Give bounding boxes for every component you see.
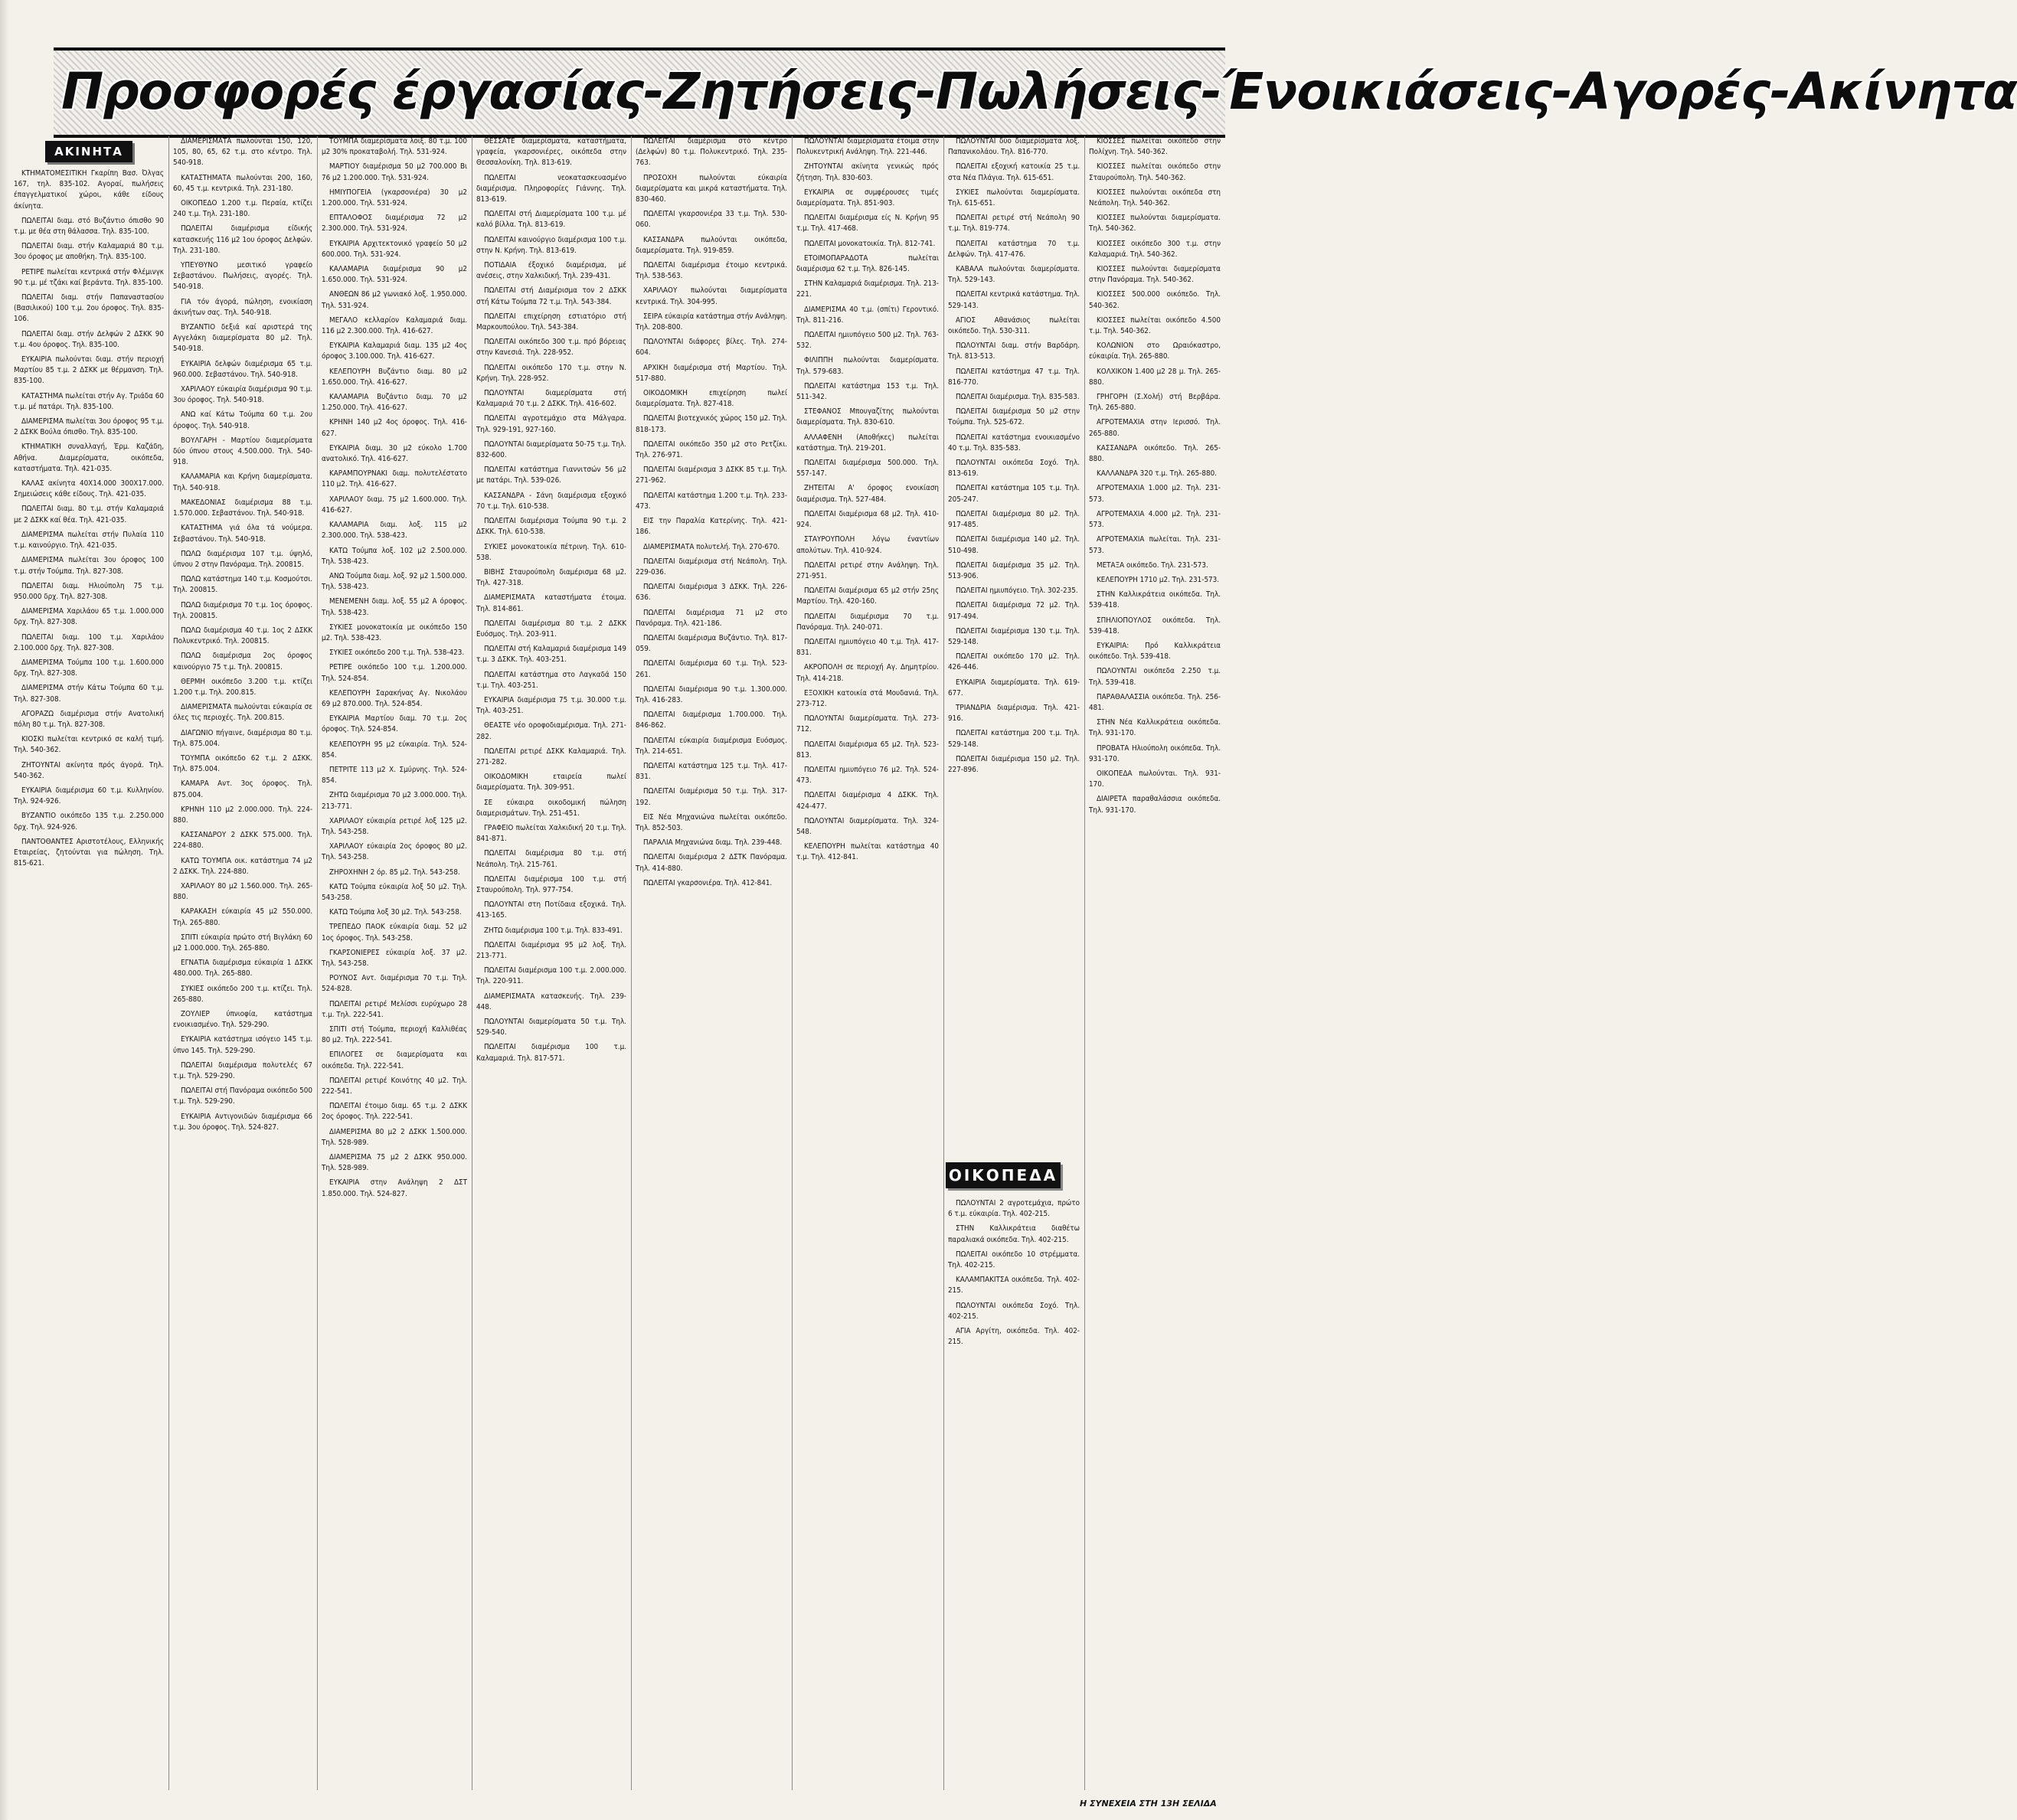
classified-ad: ΚΑΒΑΛΑ πωλούνται διαμερίσματα. Τηλ. 529-143. [948, 265, 1080, 285]
classified-ad: ΠΩΛΕΙΤΑΙ κατάστημα ενοικιασμένο 40 τ.μ. Τηλ. 835-583. [948, 433, 1080, 453]
classified-ad: ΠΩΛΕΙΤΑΙ οικόπεδο 10 στρέμματα. Τηλ. 402-215. [948, 1250, 1080, 1270]
classified-ad: ΠΩΛΕΙΤΑΙ διαμέρισμα 130 τ.μ. Τηλ. 529-148. [948, 626, 1080, 646]
column-divider [943, 136, 944, 1790]
classified-ad: ΠΩΛΕΙΤΑΙ διαμέρισμα 35 μ2. Τηλ. 513-906. [948, 560, 1080, 580]
classified-ad: ΠΑΝΤΟΘΑΝΤΕΣ Αριστοτέλους, Ελληνικής Εταιρείας, ζητούνται για πώληση. Τηλ. 815-621. [14, 837, 164, 868]
column-5 [636, 136, 787, 893]
classified-ad: ΠΩΛΟΥΝΤΑΙ διάφορες βίλες. Τηλ. 274-604. [636, 338, 787, 358]
classified-ad: ΓΙΑ τόν άγορά, πώληση, ενοικίαση άκινήτων σας. Τηλ. 540-918. [173, 297, 312, 317]
classified-ad: ΕΠΙΛΟΓΕΣ σε διαμερίσματα και οικόπεδα. Τηλ. 222-541. [322, 1051, 467, 1070]
classified-ad: ΑΓΡΟΤΕΜΑΧΙΑ στην Ιερισσό. Τηλ. 265-880. [1089, 418, 1221, 438]
classified-ad: ΖΗΤΟΥΝΤΑΙ ακίνητα πρός άγορά. Τηλ. 540-362. [14, 760, 164, 780]
classified-ad: ΠΩΛΕΙΤΑΙ διαμέρισμα στό κέντρο (Δελφών) 80 τ.μ. Πολυκεντρικό. Τηλ. 235-763. [636, 137, 787, 168]
classified-ad: ΠΩΛΕΙΤΑΙ κατάστημα 125 τ.μ. Τηλ. 417-831. [636, 761, 787, 782]
classified-ad: ΠΩΛΕΙΤΑΙ διαμ. στήν Καλαμαριά 80 τ.μ. 3ου όροφος με αποθήκη. Τηλ. 835-100. [14, 242, 164, 262]
classified-ad: ΠΩΛΕΙΤΑΙ διαμέρισμα 70 τ.μ. Πανόραμα. Τηλ. 240-071. [796, 612, 939, 632]
classified-ad: ΖΗΤΩ διαμέρισμα 70 μ2 3.000.000. Τηλ. 213-771. [322, 791, 467, 811]
classified-ad: ΕΥΚΑΙΡΙΑ διαμέρισμα 60 τ.μ. Κυλληνίου. Τηλ. 924-926. [14, 786, 164, 806]
classified-ad: ΠΩΛΕΙΤΑΙ διαμέρισμα 500.000. Τηλ. 557-147. [796, 459, 939, 479]
classified-ad: ΕΥΚΑΙΡΙΑ διαμ. 30 μ2 εύκολο 1.700 ανατολικό. Τηλ. 416-627. [322, 443, 467, 464]
classified-ad: ΠΩΛΕΙΤΑΙ διαμέρισμα 3 ΔΣΚΚ. Τηλ. 226-636. [636, 583, 787, 603]
classified-ad: ΠΩΛΕΙΤΑΙ στή Πανόραμα οικόπεδο 500 τ.μ. Τηλ. 529-290. [173, 1086, 312, 1106]
classified-ad: ΠΩΛΕΙΤΑΙ διαμέρισμα 140 μ2. Τηλ. 510-498. [948, 535, 1080, 555]
classified-ad: ΚΑΤΑΣΤΗΜΑ γιά όλα τά νούμερα. Σεβαστάνου. Τηλ. 540-918. [173, 524, 312, 544]
classified-ad: ΕΥΚΑΙΡΙΑ στην Ανάληψη 2 ΔΣΤ 1.850.000. Τηλ. 524-827. [322, 1178, 467, 1198]
classified-ad: ΚΟΛΩΝΙΟΝ στο Ωραιόκαστρο, εύκαιρία. Τηλ. 265-880. [1089, 341, 1221, 361]
classified-ad: ΗΜΙΥΠΟΓΕΙΑ (γκαρσονιέρα) 30 μ2 1.200.000. Τηλ. 531-924. [322, 188, 467, 208]
classified-ad: ΠΟΤΙΔΑΙΑ έξοχικό διαμέρισμα, μέ ανέσεις, στην Χαλκιδική. Τηλ. 239-431. [476, 261, 626, 281]
classified-ad: ΜΕΝΕΜΕΝΗ διαμ. λοξ. 55 μ2 Α όροφος. Τηλ. 538-423. [322, 597, 467, 617]
classified-ad: ΠΩΛΕΙΤΑΙ κεντρικά κατάστημα. Τηλ. 529-143. [948, 290, 1080, 310]
classified-ad: ΠΩΛΕΙΤΑΙ κατάστημα Γιαννιτσών 56 μ2 με πατάρι. Τηλ. 539-026. [476, 466, 626, 485]
classified-ad: ΠΩΛΕΙΤΑΙ διαμ. στό Βυζάντιο όπισθο 90 τ.μ. με θέα στη θάλασσα. Τηλ. 835-100. [14, 216, 164, 237]
classified-ad: ΕΥΚΑΙΡΙΑ πωλούνται διαμ. στήν περιοχή Μαρτίου 85 τ.μ. 2 ΔΣΚΚ με θέρμανση. Τηλ. 835-100. [14, 355, 164, 386]
classified-ad: ΔΙΑΜΕΡΙΣΜΑ στήν Κάτω Τούμπα 60 τ.μ. Τηλ. 827-308. [14, 684, 164, 704]
classified-ad: ΠΩΛΕΙΤΑΙ μονοκατοικία. Τηλ. 812-741. [804, 239, 936, 248]
classified-ad: ΠΩΛΕΙΤΑΙ στή Διαμερίσματα 100 τ.μ. μέ καλό βίλλα. Τηλ. 813-619. [476, 210, 626, 230]
classified-ad: ΧΑΡΙΛΑΟΥ εύκαιρία 2ος όροφος 80 μ2. Τηλ. 543-258. [322, 842, 467, 862]
classified-ad: ΠΩΛΕΙΤΑΙ ρετιρέ Κοινότης 40 μ2. Τηλ. 222-541. [322, 1076, 467, 1096]
classified-ad: ΠΩΛΕΙΤΑΙ οικόπεδο 170 τ.μ. στην Ν. Κρήνη. Τηλ. 228-952. [476, 363, 626, 383]
classified-ad: ΚΙΟΣΣΕΣ πωλούνται οικόπεδα στη Νεάπολη. Τηλ. 540-362. [1089, 188, 1221, 208]
classified-ad: ΠΩΛΕΙΤΑΙ βιοτεχνικός χώρος 150 μ2. Τηλ. 818-173. [636, 414, 787, 434]
classified-ad: ΕΠΤΑΛΟΦΟΣ διαμέρισμα 72 μ2 2.300.000. Τηλ. 531-924. [322, 214, 467, 234]
classified-ad: ΠΩΛΟΥΝΤΑΙ διαμερίσματα. Τηλ. 324-548. [796, 816, 939, 836]
classified-ad: ΠΩΛΟΥΝΤΑΙ δύο διαμερίσματα λοξ. Παπανικολάου. Τηλ. 816-770. [948, 137, 1080, 157]
classified-ad: ΠΩΛΩ διαμέρισμα 70 τ.μ. 1ος όροφος. Τηλ. 200815. [173, 600, 312, 620]
classified-ad: ΕΓΝΑΤΙΑ διαμέρισμα εύκαιρία 1 ΔΣΚΚ 480.000. Τηλ. 265-880. [173, 959, 312, 979]
classified-ad: ΑΓΟΡΑΖΩ διαμέρισμα στήν Ανατολική πόλη 80 τ.μ. Τηλ. 827-308. [14, 709, 164, 729]
classified-ad: ΠΩΛΕΙΤΑΙ αγροτεμάχιο στα Μάλγαρα. Τηλ. 929-191, 927-160. [476, 414, 626, 434]
classified-ad: ΕΥΚΑΙΡΙΑ Μαρτίου διαμ. 70 τ.μ. 2ος όροφος. Τηλ. 524-854. [322, 714, 467, 734]
classified-ad: ΣΤΗΝ Καλλικράτεια οικόπεδα. Τηλ. 539-418. [1089, 590, 1221, 610]
classified-ad: ΔΙΑΙΡΕΤΑ παραθαλάσσια οικόπεδα. Τηλ. 931-170. [1089, 795, 1221, 815]
classified-ad: ΠΩΛΕΙΤΑΙ διαμέρισμα Βυζάντιο. Τηλ. 817-059. [636, 633, 787, 654]
classified-ad: ΚΑΣΣΑΝΔΡΑ - Σάνη διαμέρισμα εξοχικό 70 τ.μ. Τηλ. 610-538. [476, 491, 626, 511]
classified-ad: ΚΙΟΣΚΙ πωλείται κεντρικό σε καλή τιμή. Τηλ. 540-362. [14, 735, 164, 755]
classified-ad: ΠΩΛΕΙΤΑΙ οικόπεδο 300 τ.μ. πρό βόρειας στην Κανεσιά. Τηλ. 228-952. [476, 338, 626, 358]
classified-ad: ΠΩΛΕΙΤΑΙ κατάστημα 1.200 τ.μ. Τηλ. 233-473. [636, 491, 787, 511]
classified-ad: ΜΑΚΕΔΟΝΙΑΣ διαμέρισμα 88 τ.μ. 1.570.000. Σεβαστάνου. Τηλ. 540-918. [173, 498, 312, 518]
classified-ad: ΡΕΤΙΡΕ οικόπεδο 100 τ.μ. 1.200.000. Τηλ. 524-854. [322, 663, 467, 683]
classified-ad: ΔΙΑΜΕΡΙΣΜΑΤΑ πωλούνται 150, 120, 105, 80, 65, 62 τ.μ. στο κέντρο. Τηλ. 540-918. [173, 137, 312, 168]
classified-ad: ΠΩΛΕΙΤΑΙ διαμέρισμα 100 τ.μ. Καλαμαριά. Τηλ. 817-571. [476, 1043, 626, 1063]
classified-ad: ΖΗΤΟΥΝΤΑΙ ακίνητα γενικώς πρός ζήτηση. Τηλ. 830-603. [796, 162, 939, 182]
classified-ad: ΡΕΤΙΡΕ πωλείται κεντρικά στήν Φλέμινγκ 90 τ.μ. μέ τζάκι καί βεράντα. Τηλ. 835-100. [14, 267, 164, 287]
classified-ad: ΠΩΛΕΙΤΑΙ διαμέρισμα 72 μ2. Τηλ. 917-494. [948, 601, 1080, 621]
classified-ad: ΚΙΟΣΣΕΣ πωλούνται διαμερίσματα στην Πανόραμα. Τηλ. 540-362. [1089, 265, 1221, 285]
classified-ad: ΠΩΛΟΥΝΤΑΙ στη Ποτίδαια εξοχικά. Τηλ. 413-165. [476, 900, 626, 920]
classified-ad: ΔΙΑΜΕΡΙΣΜΑ πωλείται 3ου όροφος 100 τ.μ. στήν Τούμπα. Τηλ. 827-308. [14, 556, 164, 576]
classified-ad: ΠΩΛΕΙΤΑΙ διαμέρισμα 100 τ.μ. στή Σταυρούπολη. Τηλ. 977-754. [476, 874, 626, 894]
classified-ad: ΤΟΥΜΠΑ διαμερίσματα λοιξ. 80 τ.μ. 100 μ2 30% προκαταβολή. Τηλ. 531-924. [322, 137, 467, 157]
classified-ad: ΠΡΟΣΟΧΗ πωλούνται εύκαιρία διαμερίσματα και μικρά καταστήματα. Τηλ. 830-460. [636, 173, 787, 204]
classified-ad: ΟΙΚΟΠΕΔΟ 1.200 τ.μ. Περαία, κτίζει 240 τ.μ. Τηλ. 231-180. [173, 199, 312, 219]
classified-ad: ΠΩΛΕΙΤΑΙ επιχείρηση εστιατόριο στή Μαρκουπούλου. Τηλ. 543-384. [476, 312, 626, 332]
classified-ad: ΠΩΛΕΙΤΑΙ διαμέρισμα 4 ΔΣΚΚ. Τηλ. 424-477. [796, 791, 939, 811]
classified-ad: ΚΑΛΑΜΑΡΙΑ Βυζάντιο διαμ. 70 μ2 1.250.000. Τηλ. 416-627. [322, 393, 467, 413]
classified-ad: ΠΩΛΕΙΤΑΙ ημιυπόγειο 76 μ2. Τηλ. 524-473. [796, 765, 939, 786]
ads-list [796, 136, 939, 864]
column-divider [1084, 136, 1085, 1790]
classified-ad: ΣΠΙΤΙ εύκαιρία πρώτο στή Βιγλάκη 60 μ2 1.000.000. Τηλ. 265-880. [173, 933, 312, 952]
classified-ad: ΣΤΑΥΡΟΥΠΟΛΗ λόγω έναντίων απολύτων. Τηλ. 410-924. [796, 535, 939, 555]
classified-ad: ΠΩΛΕΙΤΑΙ διαμέρισμα 150 μ2. Τηλ. 227-896. [948, 754, 1080, 774]
classified-ad: ΚΕΛΕΠΟΥΡΗ Σαρακήνας Αγ. Νικολάου 69 μ2 870.000. Τηλ. 524-854. [322, 688, 467, 708]
ads-list [14, 168, 164, 869]
classified-ad: ΧΑΡΙΛΑΟΥ εύκαιρία ρετιρέ λοξ 125 μ2. Τηλ. 543-258. [322, 816, 467, 836]
classified-ad: ΚΕΛΕΠΟΥΡΗ 95 μ2 εύκαιρία. Τηλ. 524-854. [322, 740, 467, 760]
classified-ad: ΠΩΛΟΥΝΤΑΙ διαμερίσματα 50 τ.μ. Τηλ. 529-540. [476, 1018, 626, 1037]
classified-ad: ΕΥΚΑΙΡΙΑ διαμερίσματα. Τηλ. 619-677. [948, 678, 1080, 698]
classified-ad: ΠΩΛΕΙΤΑΙ διαμέρισμα 90 τ.μ. 1.300.000. Τηλ. 416-283. [636, 685, 787, 704]
classified-ad: ΓΡΑΦΕΙΟ πωλείται Χαλκιδική 20 τ.μ. Τηλ. 841-871. [476, 823, 626, 844]
classified-ad: ΕΥΚΑΙΡΙΑ κατάστημα ισόγειο 145 τ.μ. ύπνο 145. Τηλ. 529-290. [173, 1035, 312, 1055]
classified-ad: ΖΗΤΕΙΤΑΙ Α' όροφος ενοικίαση διαμέρισμα. Τηλ. 527-484. [796, 484, 939, 504]
classified-ad: ΚΑΛΑΜΠΑΚΙΤΣΑ οικόπεδα. Τηλ. 402-215. [948, 1276, 1080, 1296]
classified-ad: ΔΙΑΜΕΡΙΣΜΑ Τούμπα 100 τ.μ. 1.600.000 δρχ. Τηλ. 827-308. [14, 658, 164, 678]
classified-ad: ΣΤΕΦΑΝΟΣ Μπουγαζίτης πωλούνται διαμερίσματα. Τηλ. 830-610. [796, 407, 939, 427]
classified-ad: ΚΙΟΣΣΕΣ πωλείται οικόπεδο στην Πολίχνη. Τηλ. 540-362. [1089, 137, 1221, 157]
classified-ad: ΠΩΛΕΙΤΑΙ οικόπεδο 170 μ2. Τηλ. 426-446. [948, 652, 1080, 672]
classified-ad: ΠΩΛΩ διαμέρισμα 40 τ.μ. 1ος 2 ΔΣΚΚ Πολυκεντρικό. Τηλ. 200815. [173, 626, 312, 646]
classified-ad: ΠΩΛΕΙΤΑΙ ημιυπόγειο. Τηλ. 302-235. [956, 587, 1078, 596]
classified-ad: ΠΩΛΕΙΤΑΙ διαμέρισμα 60 τ.μ. Τηλ. 523-261. [636, 659, 787, 679]
classified-ad: ΚΑΛΑΜΑΡΙΑ διαμέρισμα 90 μ2 1.650.000. Τηλ. 531-924. [322, 265, 467, 285]
classified-ad: ΠΩΛΕΙΤΑΙ διαμέρισμα 68 μ2. Τηλ. 410-924. [796, 509, 939, 530]
classified-ad: ΓΚΑΡΣΟΝΙΕΡΕΣ εύκαιρία λοξ. 37 μ2. Τηλ. 543-258. [322, 948, 467, 968]
classified-ad: ΠΩΛΕΙΤΑΙ διαμ. στήν Παπαναστασίου (Βασιλικού) 100 τ.μ. 2ου όροφος. Τηλ. 835-106. [14, 293, 164, 324]
classified-ad: ΠΡΟΒΑΤΑ Ηλιούπολη οικόπεδα. Τηλ. 931-170. [1089, 743, 1221, 763]
classified-ad: ΠΕΤΡΙΤΕ 113 μ2 Χ. Σμύρνης. Τηλ. 524-854. [322, 765, 467, 786]
classified-ad: ΚΑΤΩ Τούμπα εύκαιρία λοξ 50 μ2. Τηλ. 543-258. [322, 882, 467, 902]
classified-ad: ΣΕ εύκαιρα οικοδομική πώληση διαμερισμάτων. Τηλ. 251-451. [476, 798, 626, 818]
classified-ad: ΚΑΜΑΡΑ Αντ. 3ος όροφος. Τηλ. 875.004. [173, 779, 312, 799]
classified-ad: ΔΙΑΜΕΡΙΣΜΑ 40 τ.μ. (σπίτι) Γεροντικό. Τηλ. 811-216. [796, 305, 939, 325]
classified-ad: ΠΩΛΕΙΤΑΙ κατάστημα 153 τ.μ. Τηλ. 511-342. [796, 381, 939, 402]
classified-ad: ΕΞΟΧΙΚΗ κατοικία στά Μουδανιά. Τηλ. 273-712. [796, 688, 939, 708]
column-1 [14, 136, 164, 873]
classified-ad: ΕΥΚΑΙΡΙΑ Αντιγονιδών διαμέρισμα 66 τ.μ. 3ου όροφος. Τηλ. 524-827. [173, 1112, 312, 1132]
classified-ad: ΣΤΗΝ Καλαμαριά διαμέρισμα. Τηλ. 213-221. [796, 279, 939, 299]
ads-list [322, 136, 467, 1200]
classified-ad: ΚΑΣΣΑΝΔΡΟΥ 2 ΔΣΚΚ 575.000. Τηλ. 224-880. [173, 831, 312, 851]
classified-ad: ΠΑΡΑΘΑΛΑΣΣΙΑ οικόπεδα. Τηλ. 256-481. [1089, 692, 1221, 712]
classified-ad: ΣΥΚΙΕΣ οικόπεδο 200 τ.μ. κτίζει. Τηλ. 265-880. [173, 984, 312, 1004]
classified-ad: ΕΙΣ Νέα Μηχανιώνα πωλείται οικόπεδο. Τηλ. 852-503. [636, 812, 787, 832]
classified-ad: ΒΙΒΗΣ Σταυρούπολη διαμέρισμα 68 μ2. Τηλ. 427-318. [476, 567, 626, 588]
classified-ad: ΜΑΡΤΙΟΥ διαμέρισμα 50 μ2 700.000 Βι 76 μ2 1.200.000. Τηλ. 531-924. [322, 162, 467, 182]
classified-ad: ΠΩΛΕΙΤΑΙ διαμ. 100 τ.μ. Χαριλάου 2.100.000 δρχ. Τηλ. 827-308. [14, 632, 164, 652]
classified-ad: ΚΑΛΑΜΑΡΙΑ και Κρήνη διαμερίσματα. Τηλ. 540-918. [173, 472, 312, 492]
classified-ad: ΤΡΙΑΝΔΡΙΑ διαμέρισμα. Τηλ. 421-916. [948, 703, 1080, 724]
classified-ad: ΠΩΛΕΙΤΑΙ εύκαιρία διαμέρισμα Ευόσμος. Τηλ. 214-651. [636, 736, 787, 756]
classified-ad: ΠΩΛΕΙΤΑΙ κατάστημα στο Λαγκαδά 150 τ.μ. Τηλ. 403-251. [476, 670, 626, 690]
classified-ad: ΘΕΣΣΑΤΕ διαμερίσματα, καταστήματα, γραφεία, γκαρσονιέρες, οικόπεδα στην Θεσσαλονίκη. Τηλ. 813-619. [476, 137, 626, 168]
ads-list [173, 136, 312, 1133]
classified-ad: ΑΓΙΟΣ Αθανάσιος πωλείται οικόπεδο. Τηλ. 530-311. [948, 315, 1080, 336]
section-header-akinita: ΑΚΙΝΗΤΑ [45, 141, 132, 162]
classified-ad: ΠΩΛΕΙΤΑΙ ρετιρέ ΔΣΚΚ Καλαμαριά. Τηλ. 271-282. [476, 747, 626, 766]
classified-ad: ΠΩΛΕΙΤΑΙ διαμέρισμα 80 τ.μ. 2 ΔΣΚΚ Ευόσμος. Τηλ. 203-911. [476, 619, 626, 639]
classified-ad: ΠΩΛΕΙΤΑΙ διαμέρισμα είς Ν. Κρήνη 95 τ.μ. Τηλ. 417-468. [796, 214, 939, 234]
classified-ad: ΠΩΛΟΥΝΤΑΙ οικόπεδα 2.250 τ.μ. Τηλ. 539-418. [1089, 667, 1221, 687]
classified-ad: ΦΙΛΙΠΠΗ πωλούνται διαμερίσματα. Τηλ. 579-683. [796, 356, 939, 376]
classified-ad: ΠΩΛΕΙΤΑΙ έτοιμο διαμ. 65 τ.μ. 2 ΔΣΚΚ 2ος όροφος. Τηλ. 222-541. [322, 1102, 467, 1122]
classified-ad: ΔΙΑΜΕΡΙΣΜΑΤΑ πωλούνται εύκαιρία σε όλες τις περιοχές. Τηλ. 200.815. [173, 703, 312, 723]
classified-ad: ΚΡΗΝΗ 110 μ2 2.000.000. Τηλ. 224-880. [173, 805, 312, 825]
classified-ad: ΑΝΘΕΩΝ 86 μ2 γωνιακό λοξ. 1.950.000. Τηλ. 531-924. [322, 290, 467, 310]
classified-ad: ΚΕΛΕΠΟΥΡΗ Βυζάντιο διαμ. 80 μ2 1.650.000. Τηλ. 416-627. [322, 367, 467, 387]
classified-ad: ΤΡΕΠΕΔΟ ΠΑΟΚ εύκαιρία διαμ. 52 μ2 1ος όροφος. Τηλ. 543-258. [322, 923, 467, 943]
classified-ad: ΟΙΚΟΠΕΔΑ πωλούνται. Τηλ. 931-170. [1089, 769, 1221, 789]
classifieds-banner [54, 47, 2017, 138]
classified-ad: ΧΑΡΙΛΑΟΥ εύκαιρία διαμέρισμα 90 τ.μ. 3ου όροφος. Τηλ. 540-918. [173, 385, 312, 405]
classified-ad: ΑΝΩ καί Κάτω Τούμπα 60 τ.μ. 2ου όροφος. Τηλ. 540-918. [173, 410, 312, 430]
classified-ad: ΕΥΚΑΙΡΙΑ διαμέρισμα 75 τ.μ. 30.000 τ.μ. Τηλ. 403-251. [476, 695, 626, 716]
classified-ad: ΣΥΚΙΕΣ οικόπεδο 200 τ.μ. Τηλ. 538-423. [329, 649, 465, 658]
classified-ad: ΖΗΤΩ διαμέρισμα 100 τ.μ. Τηλ. 833-491. [484, 926, 623, 935]
classified-ad: ΚΙΟΣΣΕΣ πωλούνται διαμερίσματα. Τηλ. 540-362. [1089, 214, 1221, 234]
classified-ad: ΑΚΡΟΠΟΛΗ σε περιοχή Αγ. Δημητρίου. Τηλ. 414-218. [796, 663, 939, 683]
classified-ad: ΣΕΙΡΑ εύκαιρία κατάστημα στήν Ανάληψη. Τηλ. 208-800. [636, 312, 787, 332]
classified-ad: ΠΩΛΟΥΝΤΑΙ διαμερίσματα στή Καλαμαριά 70 τ.μ. 2 ΔΣΚΚ. Τηλ. 416-602. [476, 389, 626, 409]
classified-ad: ΠΩΛΕΙΤΑΙ ρετιρέ στή Νεάπολη 90 τ.μ. Τηλ. 819-774. [948, 214, 1080, 234]
classified-ad: ΚΑΛΛΑΝΔΡΑ 320 τ.μ. Τηλ. 265-880. [1097, 469, 1217, 479]
classified-ad: ΖΗΡΟΧΗΝΗ 2 όρ. 85 μ2. Τηλ. 543-258. [329, 868, 460, 877]
ads-list [476, 136, 626, 1064]
ads-list [1089, 136, 1221, 816]
classified-ad: ΟΙΚΟΔΟΜΙΚΗ επιχείρηση πωλεί διαμερίσματα. Τηλ. 827-418. [636, 389, 787, 409]
classified-ad: ΒΟΥΛΓΑΡΗ - Μαρτίου διαμερίσματα δύο ύπνου στους 4.500.000. Τηλ. 540-918. [173, 436, 312, 467]
column-3 [322, 136, 467, 1204]
classified-ad: ΠΩΛΕΙΤΑΙ ρετιρέ Μελίσσι ευρύχωρο 28 τ.μ. Τηλ. 222-541. [322, 999, 467, 1019]
classified-ad: ΚΑΤΑΣΤΗΜΑ πωλείται στήν Αγ. Τριάδα 60 τ.μ. μέ πατάρι. Τηλ. 835-100. [14, 391, 164, 411]
classified-ad: ΕΤΟΙΜΟΠΑΡΑΔΟΤΑ πωλείται διαμέρισμα 62 τ.μ. Τηλ. 826-145. [796, 253, 939, 274]
classified-ad: ΠΩΛΕΙΤΑΙ διαμ. Ηλιούπολη 75 τ.μ. 950.000 δρχ. Τηλ. 827-308. [14, 581, 164, 601]
classified-ad: ΠΩΛΕΙΤΑΙ διαμέρισμα πολυτελές 67 τ.μ. Τηλ. 529-290. [173, 1060, 312, 1081]
classified-ad: ΠΩΛΕΙΤΑΙ κατάστημα 200 τ.μ. Τηλ. 529-148. [948, 729, 1080, 749]
classified-ad: ΚΕΛΕΠΟΥΡΗ 1710 μ2. Τηλ. 231-573. [1097, 575, 1220, 584]
classified-ad: ΠΩΛΟΥΝΤΑΙ 2 αγροτεμάχια, πρώτο 6 τ.μ. εύκαιρία. Τηλ. 402-215. [948, 1199, 1080, 1219]
classified-ad: ΚΑΤΩ Τούμπα λοξ 30 μ2. Τηλ. 543-258. [329, 908, 462, 917]
classified-ad: ΚΙΟΣΣΕΣ οικόπεδο 300 τ.μ. στην Καλαμαριά. Τηλ. 540-362. [1089, 239, 1221, 259]
classified-ad: ΖΟΥΛΙΕΡ ύπνιοφία, κατάστημα ενοικιασμένο. Τηλ. 529-290. [173, 1010, 312, 1030]
classified-ad: ΠΩΛΕΙΤΑΙ στή Καλαμαριά διαμέρισμα 149 τ.μ. 3 ΔΣΚΚ. Τηλ. 403-251. [476, 645, 626, 665]
section-header-oikopeda: ΟΙΚΟΠΕΔΑ [946, 1162, 1061, 1188]
classified-ad: ΤΟΥΜΠΑ οικόπεδο 62 τ.μ. 2 ΔΣΚΚ. Τηλ. 875.004. [173, 753, 312, 774]
classified-ad: ΠΩΛΟΥΝΤΑΙ διαμερίσματα έτοιμα στην Πολυκεντρική Ανάληψη. Τηλ. 221-446. [796, 137, 939, 157]
classified-ad: ΠΑΡΑΛΙΑ Μηχανιώνα διαμ. Τηλ. 239-448. [643, 838, 783, 848]
classified-ad: ΚΑΤΩ Τούμπα λοξ. 102 μ2 2.500.000. Τηλ. 538-423. [322, 546, 467, 566]
classified-ad: ΔΙΑΓΩΝΙΟ πήγαινε, διαμέρισμα 80 τ.μ. Τηλ. 875.004. [173, 728, 312, 748]
classified-ad: ΠΩΛΕΙΤΑΙ διαμέρισμα 100 τ.μ. 2.000.000. Τηλ. 220-911. [476, 966, 626, 986]
classified-ad: ΠΩΛΕΙΤΑΙ κατάστημα 70 τ.μ. Δελφών. Τηλ. 417-476. [948, 239, 1080, 259]
classified-ad: ΑΛΛΑΦΕΝΗ (Αποθήκες) πωλείται κατάστημα. Τηλ. 219-201. [796, 433, 939, 453]
classified-ad: ΑΝΩ Τούμπα διαμ. λοξ. 92 μ2 1.500.000. Τηλ. 538-423. [322, 571, 467, 592]
column-7 [948, 136, 1080, 1155]
classified-ad: ΠΩΛΕΙΤΑΙ εξοχική κατοικία 25 τ.μ. στα Νέα Πλάγια. Τηλ. 615-651. [948, 162, 1080, 182]
classified-ad: ΠΩΛΕΙΤΑΙ κατάστημα 105 τ.μ. Τηλ. 205-247. [948, 484, 1080, 504]
classified-ad: ΠΩΛΕΙΤΑΙ οικόπεδο 350 μ2 στο Ρετζίκι. Τηλ. 276-971. [636, 439, 787, 460]
classified-ad: ΠΩΛΕΙΤΑΙ διαμέρισμα 95 μ2 λοξ. Τηλ. 213-771. [476, 940, 626, 960]
classified-ad: ΔΙΑΜΕΡΙΣΜΑΤΑ καταστήματα έτοιμα. Τηλ. 814-861. [476, 593, 626, 613]
classified-ad: ΡΟΥΝΟΣ Αντ. διαμέρισμα 70 τ.μ. Τηλ. 524-828. [322, 974, 467, 994]
classified-ad: ΠΩΛΩ διαμέρισμα 107 τ.μ. ύψηλό, ύπνου 2 στην Πανόραμα. Τηλ. 200815. [173, 549, 312, 569]
classified-ad: ΑΓΡΟΤΕΜΑΧΙΑ πωλείται. Τηλ. 231-573. [1089, 535, 1221, 555]
classified-ad: ΠΩΛΕΙΤΑΙ ρετιρέ στην Ανάληψη. Τηλ. 271-951. [796, 560, 939, 580]
classified-ad: ΠΩΛΕΙΤΑΙ διαμέρισμα 65 μ2 στήν 25ης Μαρτίου. Τηλ. 420-160. [796, 587, 939, 606]
classified-ad: ΔΙΑΜΕΡΙΣΜΑΤΑ πολυτελή. Τηλ. 270-670. [643, 542, 780, 551]
ads-list [636, 136, 787, 889]
classified-ad: ΕΥΚΑΙΡΙΑ σε συμφέρουσες τιμές διαμερίσματα. Τηλ. 851-903. [796, 188, 939, 208]
classified-ad: ΚΑΡΑΜΠΟΥΡΝΑΚΙ διαμ. πολυτελέστατο 110 μ2. Τηλ. 416-627. [322, 469, 467, 489]
classified-ad: ΥΠΕΥΘΥΝΟ μεσιτικό γραφείο Σεβαστάνου. Πωλήσεις, αγορές. Τηλ. 540-918. [173, 261, 312, 292]
page-edge-shadow [0, 0, 9, 1820]
classified-ad: ΧΑΡΙΛΑΟΥ διαμ. 75 μ2 1.600.000. Τηλ. 416-627. [322, 495, 467, 515]
column-divider [631, 136, 632, 1790]
classified-ad: ΠΩΛΕΙΤΑΙ διαμέρισμα είδικής κατασκευής 116 μ2 1ου όροφος Δελφών. Τηλ. 231-180. [173, 224, 312, 255]
classified-ad: ΠΩΛΟΥΝΤΑΙ διαμ. στήν Βαρδάρη. Τηλ. 813-513. [948, 341, 1080, 361]
classified-ad: ΚΑΣΣΑΝΔΡΑ οικόπεδο. Τηλ. 265-880. [1089, 443, 1221, 464]
column-divider [317, 136, 318, 1790]
classified-ad: ΜΕΓΑΛΟ κελλαρίον Καλαμαριά διαμ. 116 μ2 2.300.000. Τηλ. 416-627. [322, 315, 467, 336]
classified-ad: ΔΙΑΜΕΡΙΣΜΑ 80 μ2 2 ΔΣΚΚ 1.500.000. Τηλ. 528-989. [322, 1127, 467, 1147]
classified-ad: ΣΤΗΝ Καλλικράτεια διαθέτω παραλιακά οικόπεδα. Τηλ. 402-215. [948, 1224, 1080, 1244]
classified-ad: ΔΙΑΜΕΡΙΣΜΑ Χαριλάου 65 τ.μ. 1.000.000 δρχ. Τηλ. 827-308. [14, 607, 164, 627]
column-8 [1089, 136, 1221, 1790]
classified-ad: ΠΩΛΩ διαμέρισμα 2ος όροφος καινούργιο 75 τ.μ. Τηλ. 200815. [173, 652, 312, 671]
classified-ad: ΠΩΛΕΙΤΑΙ διαμέρισμα 1.700.000. Τηλ. 846-862. [636, 711, 787, 730]
classified-ad: ΚΑΣΣΑΝΔΡΑ πωλούνται οικόπεδα, διαμερίσματα. Τηλ. 919-859. [636, 235, 787, 255]
classified-ad: ΔΙΑΜΕΡΙΣΜΑΤΑ κατασκευής. Τηλ. 239-448. [476, 992, 626, 1011]
classified-ad: ΚΙΟΣΣΕΣ πωλείται οικόπεδο στην Σταυρούπολη. Τηλ. 540-362. [1089, 162, 1221, 182]
classified-ad: ΣΥΚΙΕΣ πωλούνται διαμερίσματα. Τηλ. 615-651. [948, 188, 1080, 208]
classified-ad: ΔΙΑΜΕΡΙΣΜΑ πωλείται στήν Πυλαία 110 τ.μ. καινούργιο. Τηλ. 421-035. [14, 530, 164, 551]
classified-ad: ΠΩΛΕΙΤΑΙ διαμέρισμα 71 μ2 στο Πανόραμα. Τηλ. 421-186. [636, 608, 787, 628]
classified-ad: ΠΩΛΕΙΤΑΙ ημιυπόγειο 500 μ2. Τηλ. 763-532. [796, 331, 939, 351]
classified-ad: ΚΑΤΑΣΤΗΜΑΤΑ πωλούνται 200, 160, 60, 45 τ.μ. κεντρικά. Τηλ. 231-180. [173, 173, 312, 193]
classified-ad: ΠΩΛΕΙΤΑΙ διαμέρισμα 80 τ.μ. στή Νεάπολη. Τηλ. 215-761. [476, 849, 626, 869]
classified-ad: ΚΕΛΕΠΟΥΡΗ πωλείται κατάστημα 40 τ.μ. Τηλ. 412-841. [796, 842, 939, 862]
classified-ad: ΠΩΛΕΙΤΑΙ νεοκατασκευασμένο διαμέρισμα. Πληροφορίες Γιάννης. Τηλ. 813-619. [476, 173, 626, 204]
column-divider [792, 136, 793, 1790]
classified-ad: ΕΥΚΑΙΡΙΑ Αρχιτεκτονικό γραφείο 50 μ2 600.000. Τηλ. 531-924. [322, 239, 467, 259]
column-6 [796, 136, 939, 868]
classified-ad: ΚΟΛΧΙΚΟΝ 1.400 μ2 28 μ. Τηλ. 265-880. [1089, 367, 1221, 387]
classified-ad: ΠΩΛΩ κατάστημα 140 τ.μ. Κοσμούτσι. Τηλ. 200815. [173, 575, 312, 595]
classified-ad: ΧΑΡΙΛΑΟΥ 80 μ2 1.560.000. Τηλ. 265-880. [173, 881, 312, 902]
classified-ad: ΕΥΚΑΙΡΙΑ Καλαμαριά διαμ. 135 μ2 4ος όροφος 3.100.000. Τηλ. 416-627. [322, 341, 467, 361]
classified-ad: ΠΩΛΕΙΤΑΙ γκαρσονιέρα. Τηλ. 412-841. [643, 878, 773, 887]
classified-ad: ΚΙΟΣΣΕΣ πωλείται οικόπεδο 4.500 τ.μ. Τηλ. 540-362. [1089, 315, 1221, 336]
classified-ad: ΘΕΡΜΗ οικόπεδο 3.200 τ.μ. κτίζει 1.200 τ.μ. Τηλ. 200.815. [173, 677, 312, 697]
classified-ad: ΠΩΛΕΙΤΑΙ καινούργιο διαμέρισμα 100 τ.μ. στην Ν. Κρήνη. Τηλ. 813-619. [476, 235, 626, 255]
classified-ad: ΚΡΗΝΗ 140 μ2 4ος όροφος. Τηλ. 416-627. [322, 418, 467, 438]
classified-ad: ΠΩΛΕΙΤΑΙ διαμέρισμα 80 μ2. Τηλ. 917-485. [948, 509, 1080, 530]
classified-ad: ΠΩΛΕΙΤΑΙ διαμέρισμα 50 τ.μ. Τηλ. 317-192. [636, 787, 787, 807]
classified-ad: ΣΠΙΤΙ στή Τούμπα, περιοχή Καλλιθέας 80 μ2. Τηλ. 222-541. [322, 1025, 467, 1045]
classified-ad: ΜΕΤΑΞΑ οικόπεδο. Τηλ. 231-573. [1097, 560, 1208, 570]
ads-list [948, 136, 1080, 776]
classified-ad: ΣΥΚΙΕΣ μονοκατοικία πέτρινη. Τηλ. 610-538. [476, 542, 626, 562]
classified-ad: ΑΓΙΑ Αργίτη, οικόπεδα. Τηλ. 402-215. [948, 1327, 1080, 1347]
classified-ad: ΑΓΡΟΤΕΜΑΧΙΑ 1.000 μ2. Τηλ. 231-573. [1089, 484, 1221, 504]
classified-ad: ΓΡΗΓΟΡΗ (Σ.Χολή) στή Βερβάρα. Τηλ. 265-880. [1089, 393, 1221, 413]
classified-ad: ΠΩΛΕΙΤΑΙ διαμέρισμα έτοιμο κεντρικά. Τηλ. 538-563. [636, 261, 787, 281]
classified-ad: ΠΩΛΕΙΤΑΙ διαμέρισμα 3 ΔΣΚΚ 85 τ.μ. Τηλ. 271-962. [636, 466, 787, 485]
classified-ad: ΠΩΛΕΙΤΑΙ διαμέρισμα 65 μ2. Τηλ. 523-813. [796, 740, 939, 760]
continued-footer: Η ΣΥΝΕΧΕΙΑ ΣΤΗ 13Η ΣΕΛΙΔΑ [1080, 1799, 1217, 1809]
classified-ad: ΕΥΚΑΙΡΙΑ: Πρό Καλλικράτεια οικόπεδο. Τηλ. 539-418. [1089, 641, 1221, 662]
classified-ad: ΠΩΛΕΙΤΑΙ διαμ. 80 τ.μ. στήν Καλαμαριά με 2 ΔΣΚΚ καί θέα. Τηλ. 421-035. [14, 505, 164, 524]
classified-ad: ΠΩΛΕΙΤΑΙ διαμ. στήν Δελφών 2 ΔΣΚΚ 90 τ.μ. 4ου όροφος. Τηλ. 835-100. [14, 329, 164, 349]
classified-ad: ΠΩΛΕΙΤΑΙ κατάστημα 47 τ.μ. Τηλ. 816-770. [948, 367, 1080, 387]
column-7-oikopeda [948, 1198, 1080, 1788]
banner-title: Προσφορές έργασίας-Ζητήσεις-Πωλήσεις-Ένοικιάσεις-Αγορές-Ακίνητα [61, 62, 2017, 121]
classified-ad: ΠΩΛΕΙΤΑΙ γκαρσονιέρα 33 τ.μ. Τηλ. 530-060. [636, 210, 787, 230]
classified-ad: ΠΩΛΕΙΤΑΙ διαμέρισμα 50 μ2 στην Τούμπα. Τηλ. 525-672. [948, 407, 1080, 427]
classified-ad: ΣΠΗΛΙΟΠΟΥΛΟΣ οικόπεδα. Τηλ. 539-418. [1089, 616, 1221, 636]
classified-ad: ΠΩΛΕΙΤΑΙ διαμέρισμα στή Νεάπολη. Τηλ. 229-036. [636, 557, 787, 577]
classified-ad: ΠΩΛΟΥΝΤΑΙ διαμερίσματα. Τηλ. 273-712. [796, 714, 939, 734]
classified-ad: ΚΑΛΑΣ ακίνητα 40Χ14.000 300Χ17.000. Σημειώσεις κάθε είδους. Τηλ. 421-035. [14, 479, 164, 499]
classified-ad: ΚΑΤΩ ΤΟΥΜΠΑ οικ. κατάστημα 74 μ2 2 ΔΣΚΚ. Τηλ. 224-880. [173, 856, 312, 876]
classified-ad: ΒΥΖΑΝΤΙΟ οικόπεδο 135 τ.μ. 2.250.000 δρχ. Τηλ. 924-926. [14, 812, 164, 832]
classified-ad: ΚΤΗΜΑΤΙΚΗ συναλλαγή, Έρμ. Καζάδη, Αθήνα. Διαμερίσματα, οικόπεδα, καταστήματα. Τηλ. 421-035. [14, 443, 164, 473]
classified-ad: ΠΩΛΕΙΤΑΙ διαμέρισμα Τούμπα 90 τ.μ. 2 ΔΣΚΚ. Τηλ. 610-538. [476, 517, 626, 537]
classified-ad: ΔΙΑΜΕΡΙΣΜΑ πωλείται 3ου όροφος 95 τ.μ. 2 ΔΣΚΚ Βούλα όπισθο. Τηλ. 835-100. [14, 417, 164, 437]
classified-ad: ΚΑΛΑΜΑΡΙΑ διαμ. λοξ. 115 μ2 2.300.000. Τηλ. 538-423. [322, 521, 467, 541]
classified-ad: ΑΡΧΙΚΗ διαμέρισμα στή Μαρτίου. Τηλ. 517-880. [636, 363, 787, 383]
classified-ad: ΚΤΗΜΑΤΟΜΕΣΙΤΙΚΗ Γκαρίπη Βασ. Όλγας 167, τηλ. 835-102. Αγοραί, πωλήσεις έπαγγελματικοί χώροι, κάθε είδους άκίνητα. [14, 169, 164, 211]
classified-ad: ΠΩΛΟΥΝΤΑΙ οικόπεδα Σοχό. Τηλ. 813-619. [948, 459, 1080, 479]
column-2 [173, 136, 312, 1137]
classified-ad: ΠΩΛΟΥΝΤΑΙ οικόπεδα Σοχό. Τηλ. 402-215. [948, 1301, 1080, 1321]
classified-ad: ΠΩΛΟΥΝΤΑΙ διαμερίσματα 50-75 τ.μ. Τηλ. 832-600. [476, 439, 626, 460]
classified-ad: ΕΙΣ την Παραλία Κατερίνης. Τηλ. 421-186. [636, 517, 787, 537]
classified-ad: ΒΥΖΑΝΤΙΟ δεξιά καί αριστερά της Αγγελάκη διαμερίσματα 80 μ2. Τηλ. 540-918. [173, 323, 312, 354]
classified-ad: ΧΑΡΙΛΑΟΥ πωλούνται διαμερίσματα κεντρικά. Τηλ. 304-995. [636, 286, 787, 306]
column-divider [168, 136, 169, 1790]
classified-ad: ΠΩΛΕΙΤΑΙ διαμέρισμα. Τηλ. 835-583. [956, 393, 1080, 402]
classified-ad: ΚΙΟΣΣΕΣ 500.000 οικόπεδο. Τηλ. 540-362. [1089, 290, 1221, 310]
classified-ad: ΚΑΡΑΚΑΣΗ εύκαιρία 45 μ2 550.000. Τηλ. 265-880. [173, 907, 312, 927]
classified-ad: ΘΕΑΣΤΕ νέο οροφοδιαμέρισμα. Τηλ. 271-282. [476, 721, 626, 741]
column-4 [476, 136, 626, 1068]
classified-ad: ΟΙΚΟΔΟΜΙΚΗ εταιρεία πωλεί διαμερίσματα. Τηλ. 309-951. [476, 773, 626, 792]
oikopeda-ads-list [948, 1198, 1080, 1348]
classified-ad: ΑΓΡΟΤΕΜΑΧΙΑ 4.000 μ2. Τηλ. 231-573. [1089, 509, 1221, 530]
classified-ad: ΣΥΚΙΕΣ μονοκατοικία με οικόπεδο 150 μ2. Τηλ. 538-423. [322, 622, 467, 642]
classified-ad: ΠΩΛΕΙΤΑΙ διαμέρισμα 2 ΔΣΤΚ Πανόραμα. Τηλ. 414-880. [636, 853, 787, 873]
classified-ad: ΠΩΛΕΙΤΑΙ στή Διαμέρισμα τον 2 ΔΣΚΚ στή Κάτω Τούμπα 72 τ.μ. Τηλ. 543-384. [476, 286, 626, 306]
classified-ad: ΠΩΛΕΙΤΑΙ ημιυπόγειο 40 τ.μ. Τηλ. 417-831. [796, 637, 939, 658]
classified-ad: ΔΙΑΜΕΡΙΣΜΑ 75 μ2 2 ΔΣΚΚ 950.000. Τηλ. 528-989. [322, 1153, 467, 1173]
classified-ad: ΕΥΚΑΙΡΙΑ δελφών διαμέρισμα 65 τ.μ. 960.000. Σεβαστάνου. Τηλ. 540-918. [173, 359, 312, 379]
classified-ad: ΣΤΗΝ Νέα Καλλικράτεια οικόπεδα. Τηλ. 931-170. [1089, 718, 1221, 738]
